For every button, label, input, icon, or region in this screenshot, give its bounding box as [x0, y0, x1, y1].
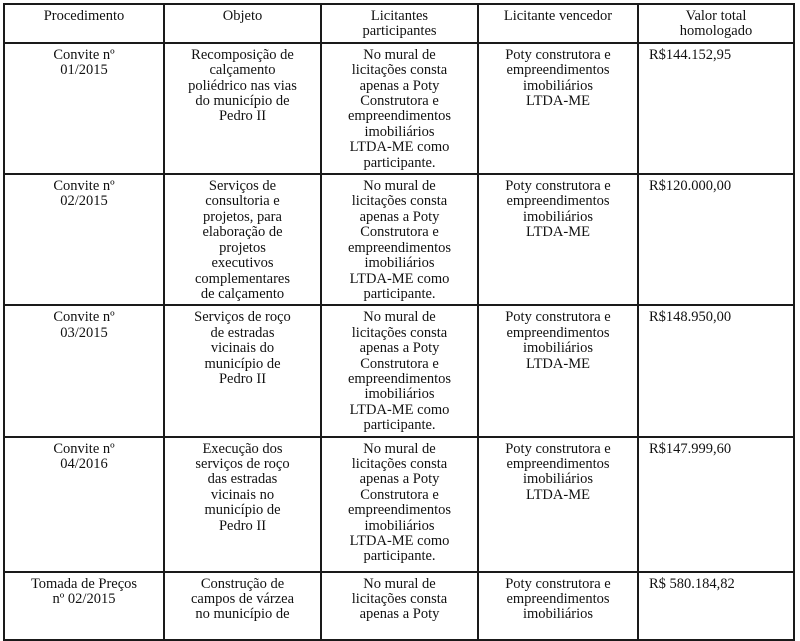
header-valor: Valor total homologado [638, 4, 794, 43]
cell-valor: R$120.000,00 [638, 174, 794, 305]
cell-licitantes: No mural de licitações consta apenas a Poty [321, 572, 478, 640]
cell-valor: R$ 580.184,82 [638, 572, 794, 640]
table-row [4, 437, 794, 572]
licitacoes-table [3, 3, 795, 641]
header-vencedor: Licitante vencedor [478, 4, 638, 43]
cell-vencedor: Poty construtora e empreendimentos imobiliários LTDA-ME [478, 43, 638, 174]
cell-licitantes: No mural de licitações consta apenas a Poty Construtora e empreendimentos imobiliários LTDA-ME como participante. [321, 174, 478, 305]
table-row [4, 174, 794, 305]
table-row [4, 43, 794, 174]
table-container [3, 3, 797, 623]
cell-licitantes: No mural de licitações consta apenas a Poty Construtora e empreendimentos imobiliários LTDA-ME como participante. [321, 305, 478, 436]
cell-objeto: Construção de campos de várzea no município de [164, 572, 321, 640]
cell-licitantes: No mural de licitações consta apenas a Poty Construtora e empreendimentos imobiliários LTDA-ME como participante. [321, 43, 478, 174]
cell-valor: R$148.950,00 [638, 305, 794, 436]
cell-objeto: Serviços de consultoria e projetos, para elaboração de projetos executivos complementares de calçamento [164, 174, 321, 305]
cell-procedimento: Convite nº 02/2015 [4, 174, 164, 305]
cell-valor: R$147.999,60 [638, 437, 794, 572]
header-row [4, 4, 794, 43]
cell-procedimento: Convite nº 04/2016 [4, 437, 164, 572]
header-licitantes: Licitantes participantes [321, 4, 478, 43]
cell-objeto: Recomposição de calçamento poliédrico nas vias do município de Pedro II [164, 43, 321, 174]
cell-vencedor: Poty construtora e empreendimentos imobiliários LTDA-ME [478, 437, 638, 572]
cell-objeto: Serviços de roço de estradas vicinais do município de Pedro II [164, 305, 321, 436]
cell-vencedor: Poty construtora e empreendimentos imobiliários [478, 572, 638, 640]
header-procedimento: Procedimento [4, 4, 164, 43]
cell-procedimento: Convite nº 03/2015 [4, 305, 164, 436]
cell-procedimento: Convite nº 01/2015 [4, 43, 164, 174]
table-row [4, 572, 794, 640]
cell-valor: R$144.152,95 [638, 43, 794, 174]
table-row [4, 305, 794, 436]
cell-procedimento: Tomada de Preços nº 02/2015 [4, 572, 164, 640]
cell-objeto: Execução dos serviços de roço das estradas vicinais no município de Pedro II [164, 437, 321, 572]
cell-licitantes: No mural de licitações consta apenas a Poty Construtora e empreendimentos imobiliários LTDA-ME como participante. [321, 437, 478, 572]
cell-vencedor: Poty construtora e empreendimentos imobiliários LTDA-ME [478, 174, 638, 305]
header-objeto: Objeto [164, 4, 321, 43]
cell-vencedor: Poty construtora e empreendimentos imobiliários LTDA-ME [478, 305, 638, 436]
